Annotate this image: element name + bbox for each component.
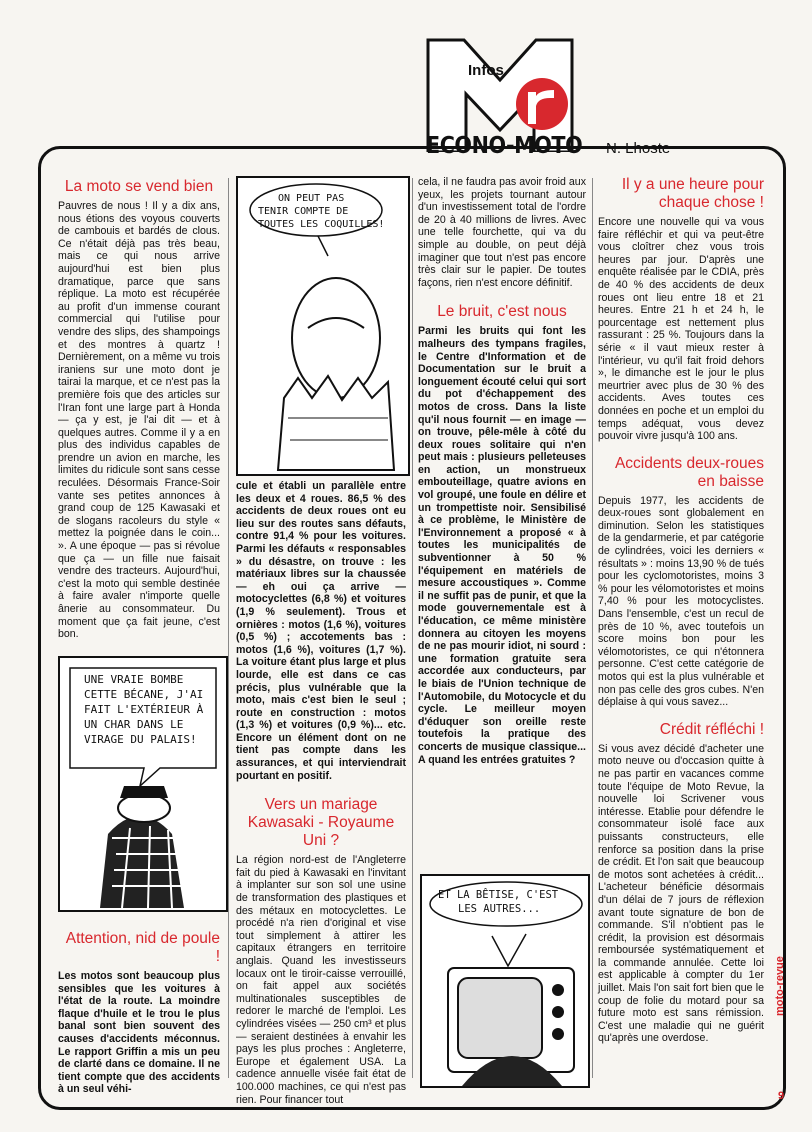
- heading-credit: Crédit réfléchi !: [659, 720, 764, 738]
- column-4: [598, 176, 764, 1045]
- heading-accidents-baisse: Accidents deux-roues en baisse: [614, 454, 764, 490]
- column-1-bottom: [58, 930, 220, 1096]
- cartoon-bombe: [58, 656, 228, 912]
- section-label: Infos: [468, 62, 504, 79]
- heading-nid-de-poule: Attention, nid de poule !: [65, 930, 220, 965]
- column-3: [418, 176, 586, 766]
- column-2: [236, 480, 406, 1106]
- article-kawasaki: La région nord-est de l'Angleterre fait du pied à Kawasaki en l'invitant à implanter sur son sol une usine de transformation des plastiques et des métaux en motocyclettes. Le procédé n'a rien d'original et vise tout simplement à attirer les capitaux étrangers en territoire anglais. Quand les investisseurs locaux ont le tiroir-caisse verrouillé, on fait appel aux sociétés multinationales susceptibles de redorer le marché de l'emploi. Les cylindrées visées — 250 cm³ et plus — seraient destinées à envahir les pays les plus proches : Angleterre, Europe et également USA. La cadence annuelle visée fait état de 100.000 machines, ce qui n'est pas rien. Pour financer tout: [236, 854, 406, 1106]
- article-kawasaki-suite: cela, il ne faudra pas avoir froid aux yeux, les projets tournant autour d'un investissement total de l'ordre de 20 à 40 millions de livres. Avec une telle fourchette, qui va du simple au double, on peut déjà imaginer que tout n'est pas encore très clair sur le papier. De toutes façons, rien n'est encore définitif.: [418, 176, 586, 289]
- cartoon-betise: [420, 874, 590, 1088]
- column-divider: [228, 178, 229, 1078]
- heading-une-heure: Il y a une heure pour chaque chose !: [621, 176, 764, 211]
- page-title: ECONO-MOTO: [426, 133, 583, 159]
- cartoon-bubble-betise: ET LA BÊTISE, C'EST LES AUTRES...: [438, 889, 559, 915]
- article-accidents-baisse: Depuis 1977, les accidents de deux-roues sont globalement en diminution. Selon les statistiques de la gendarmerie, et par catégorie de cylindrées, voici les derniers « résultats » : moins 13,90 % de tués pour les cyclomotoristes, moins 3 % pour les vélomotoristes et moins 7,40 % pour les motocyclistes. Dans l'ensemble, c'est un recul de près de 10 %, avec toutefois un score moins bon pour les vélomotoristes, ce qui n'étonnera personne. C'est cette catégorie de motos qui est la plus vulnérable et non pas celle des gros cubes. N'en déplaise à qui vous savez...: [598, 494, 764, 709]
- column-divider: [412, 178, 413, 1078]
- page-number: 9: [778, 1090, 785, 1102]
- cartoon-coquilles: [236, 176, 410, 476]
- heading-le-bruit: Le bruit, c'est nous: [437, 303, 567, 321]
- article-moto-se-vend: Pauvres de nous ! Il y a dix ans, nous étions des voyous couverts de cambouis et bardés de clous. Ce n'était déjà pas très beau, mais ce qui nous arrive aujourd'hui est bien plus dramatique, parce que sans réplique. La moto est récupérée au profit d'un immense courant commercial qui l'utilise pour vendre des slips, des shampoings et des montres à quartz ! Dernièrement, on a même vu trois iraniens sur une moto dont je tairai la marque, et ce n'est pas la première fois que des articles sur l'Iran font une large part à Honda — ça y est, je l'ai dit — et à quelques autres. Comme il y a en plus des individus capables de prendre un avion en marche, les limites du ridicule sont sans cesse reculées. Désormais France-Soir vante ses petites annonces à grand coup de 125 Kawasaki et de slogans racoleurs du style « mettez la poignée dans le coin... ». A une époque — pas si révolue que ça — un fille nue faisait vendre des tracteurs. Aujourd'hui, c'est la moto qui semble destinée à faire avaler n'importe quelle ânerie au consommateur. Du moment que ça fait jeune, c'est bon.: [58, 200, 220, 641]
- article-credit: Si vous avez décidé d'acheter une moto neuve ou d'occasion quitte à ne pas partir en vacances comme toute l'équipe de Moto Revue, la nouvelle loi Scrivener vous intéresse. Etablie pour défendre le consommateur isolé face aux puissants constructeurs, elle renforce sa position dans la prise de crédit. Et l'on sait que beaucoup de motos sont achetées à crédit... L'acheteur bénéficie désormais d'un délai de 7 jours de réflexion avant toute signature de bon de commande. S'il n'obtient pas le crédit, la provision est désormais remboursée systématiquement et la commande annulée. Cette loi est applicable à compter du 1er juillet. Mais l'on sait fort bien que le coup de folie du motard pour sa future moto est sans rémission. C'est une maladie qui ne guérit qu'après une overdose.: [598, 742, 764, 1045]
- article-le-bruit: Parmi les bruits qui font les malheurs des tympans fragiles, le Centre d'Information et de Documentation sur le bruit a longuement écouté celui qui sort du pot d'échappement des motos de cross. Dans la liste qu'il nous fournit — en image — on trouve, pêle-mêle à côté du deux roues solitaire qui n'en peut mais : plusieurs pelleteuses en action, un monstrueux embouteillage, quatre avions en vol groupé, une foule en délire et un trompettiste noir. Sensibilisé à ce problème, le Ministère de l'Environnement a proposé « à toutes les municipalités de subventionner à 50 % l'équipement en matériels de mesure accoustiques ». Comme il ne suffit pas de punir, et que la mode gouvernementale est à l'éducation, ce même ministère donnera au citoyen les moyens de ne pas mourir idiot, ni sourd : une formation gratuite sera accordée aux conducteurs, par le biais de l'Union technique de l'Automobile, du Motocycle et du cycle. Le meilleur moyen d'éduquer son oreille reste toutefois la pratique des concerts de musique classique... A quand les entrées gratuites ?: [418, 325, 586, 766]
- heading-kawasaki: Vers un mariage Kawasaki - Royaume Uni ?: [247, 796, 395, 850]
- cartoon-bubble-coquilles: ON PEUT PAS TENIR COMPTE DE TOUTES LES COQUILLES!: [258, 193, 385, 230]
- article-une-heure: Encore une nouvelle qui va vous faire réfléchir et qui va peut-être vous cloîtrer chez vous trois heures par jour. D'après une enquête réalisée par le CDIA, près de 40 % des accidents de deux roues ont lieu entre 18 et 21 heures. Entre 21 h et 24 h, le pourcentage est nettement plus rassurant : 25 %. Toujours dans la série « il vaut mieux rester à l'intérieur, vu qu'il fait froid dehors », le dimanche est le jour le plus meurtrier avec plus de 30 % des accidents. Aves toutes ces données en poche et un emploi du temps adéquat, vous devez pouvoir vivre jusqu'à 100 ans.: [598, 216, 764, 443]
- cartoon-bubble-bombe: UNE VRAIE BOMBE CETTE BÉCANE, J'AI FAIT L'EXTÉRIEUR À UN CHAR DANS LE VIRAGE DU PALAIS!: [84, 673, 204, 746]
- column-1: [58, 178, 220, 641]
- article-nid-de-poule: Les motos sont beaucoup plus sensibles que les voitures à l'état de la route. La moindre flaque d'huile et le trou le plus banal sont bien souvent des causes d'accidents méconnus. Le rapport Griffin a mis un peu de clarté dans ce domaine. Il ne tient compte que des accidents à un seul véhi-: [58, 970, 220, 1096]
- author-byline: N. Lhoste: [606, 140, 671, 157]
- magazine-name: moto-revue: [774, 956, 786, 1016]
- article-nid-de-poule-suite: cule et établi un parallèle entre les deux et 4 roues. 86,5 % des accidents de deux roues ont eu lieu sur des routes sans défauts, contre 91,4 % pour les voitures. Parmi les défauts « responsables » du désastre, on trouve : les matériaux libres sur la chaussée — eh oui ça arrive — motocyclettes (6,8 %) et voitures (1,9 % seulement). Trous et ornières : motos (1,6 %), voitures (0,5 %) ; accotements bas : motos (1,6 %), voitures (1,7 %). La voiture étant plus large et plus lourde, elle est dans ce cas précis, plus vulnérable que la moto, mais c'est bien le seul ; route en construction : motos (1,3 %) et voitures (0,9 %)... etc. Encore un élément dont on ne tient pas compte dans les assurances, et qui interviendrait pourtant en positif.: [236, 480, 406, 782]
- column-divider: [592, 178, 593, 1078]
- heading-moto-se-vend: La moto se vend bien: [64, 178, 214, 195]
